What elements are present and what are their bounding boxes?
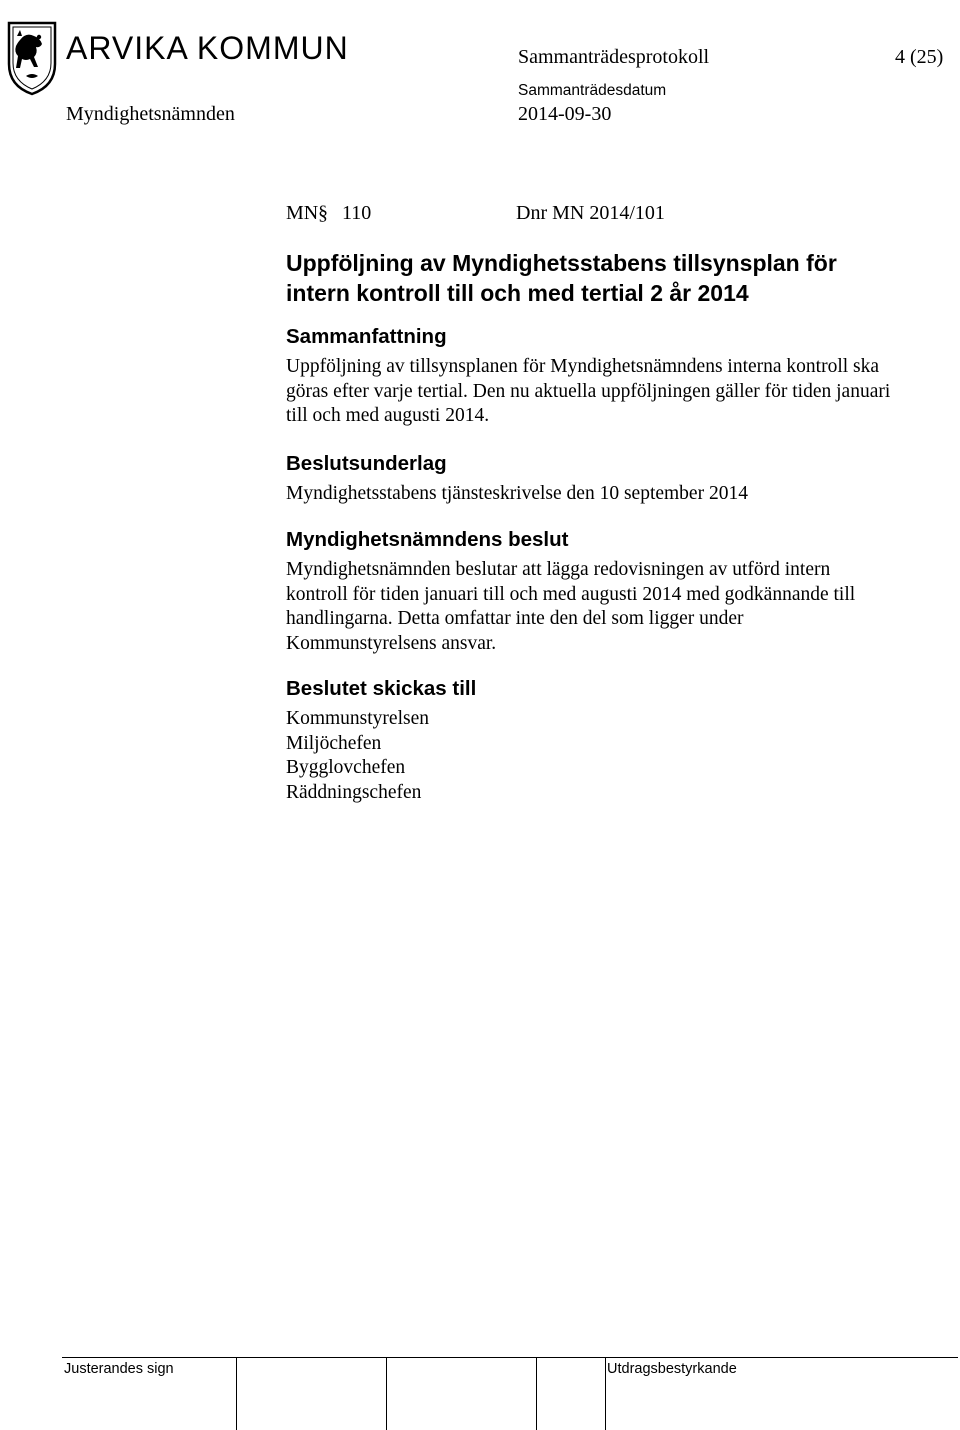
case-prefix: MN bbox=[286, 202, 319, 224]
certification-label: Utdragsbestyrkande bbox=[607, 1361, 737, 1377]
basis-text bbox=[286, 482, 946, 507]
signature-box-divider bbox=[386, 1357, 387, 1430]
summary-line: Uppföljning av tillsynsplanen för Myndighetsnämndens interna kontroll ska bbox=[286, 356, 880, 377]
meeting-date-label: Sammanträdesdatum bbox=[518, 82, 667, 99]
summary-line: till och med augusti 2014. bbox=[286, 405, 490, 427]
recipients-list bbox=[286, 707, 946, 806]
recipient-item: Miljöchefen bbox=[286, 732, 382, 754]
summary-text bbox=[286, 355, 946, 429]
section-sign: § bbox=[318, 202, 328, 224]
footer-divider bbox=[62, 1357, 958, 1358]
item-title-line: intern kontroll till och med tertial 2 år 2014 bbox=[286, 280, 749, 306]
case-number: 110 bbox=[342, 202, 372, 224]
recipients-heading: Beslutet skickas till bbox=[286, 677, 477, 700]
recipient-item: Räddningschefen bbox=[286, 782, 422, 804]
committee-name: Myndighetsnämnden bbox=[66, 103, 235, 125]
logo-wordmark: ARVIKA KOMMUN bbox=[66, 30, 349, 66]
decision-heading: Myndighetsnämndens beslut bbox=[286, 528, 569, 551]
decision-line: Kommunstyrelsens ansvar. bbox=[286, 633, 497, 655]
decision-text bbox=[286, 558, 946, 657]
signature-label: Justerandes sign bbox=[64, 1361, 174, 1377]
basis-line: Myndighetsstabens tjänsteskrivelse den 10 september 2014 bbox=[286, 483, 748, 504]
signature-box-divider bbox=[236, 1357, 237, 1430]
decision-line: Myndighetsnämnden beslutar att lägga redovisningen av utförd intern bbox=[286, 559, 831, 580]
basis-heading: Beslutsunderlag bbox=[286, 452, 447, 475]
summary-heading: Sammanfattning bbox=[286, 325, 447, 348]
meeting-date: 2014-09-30 bbox=[518, 103, 612, 125]
document-type: Sammanträdesprotokoll bbox=[518, 46, 710, 68]
recipient-item: Bygglovchefen bbox=[286, 757, 406, 779]
item-title-line: Uppföljning av Myndighetsstabens tillsynsplan för bbox=[286, 250, 837, 276]
signature-box-divider bbox=[605, 1357, 606, 1430]
page-number: 4 (25) bbox=[895, 46, 944, 68]
registration-number: Dnr MN 2014/101 bbox=[516, 202, 665, 224]
item-title bbox=[286, 248, 926, 308]
decision-line: kontroll för tiden januari till och med augusti 2014 med godkännande till bbox=[286, 583, 856, 605]
summary-line: göras efter varje tertial. Den nu aktuella uppföljningen gäller för tiden januari bbox=[286, 380, 891, 402]
decision-line: handlingarna. Detta omfattar inte den del som ligger under bbox=[286, 608, 744, 630]
coat-of-arms-logo bbox=[6, 20, 58, 96]
recipient-item: Kommunstyrelsen bbox=[286, 708, 429, 729]
signature-box-divider bbox=[536, 1357, 537, 1430]
